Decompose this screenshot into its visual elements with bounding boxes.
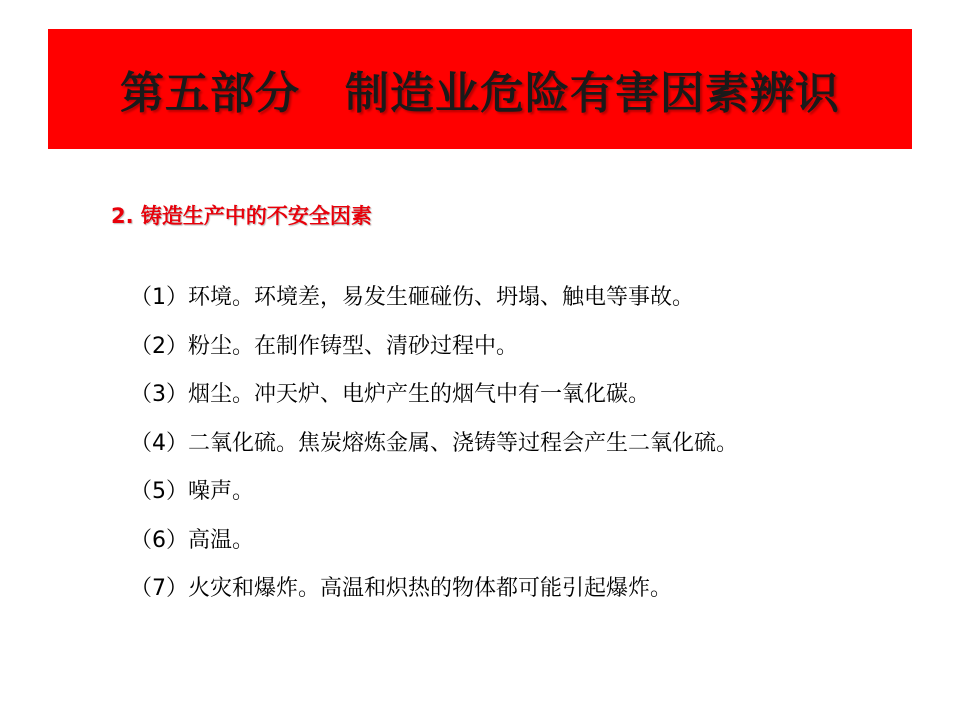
- list-item: （6）高温。: [130, 527, 254, 553]
- slide-title: 第五部分 制造业危险有害因素辨识: [120, 68, 840, 119]
- list-item: （4）二氧化硫。焦炭熔炼金属、浇铸等过程会产生二氧化硫。: [130, 430, 738, 456]
- list-item: （5）噪声。: [130, 479, 254, 504]
- list-item: （3）烟尘。冲天炉、电炉产生的烟气中有一氧化碳。: [130, 382, 650, 407]
- list-item: （1）环境。环境差，易发生砸碰伤、坍塌、触电等事故。: [130, 285, 694, 310]
- hazard-list: [130, 278, 738, 618]
- title-banner: [48, 29, 912, 149]
- list-item: （2）粉尘。在制作铸型、清砂过程中。: [130, 333, 518, 359]
- section-subtitle: 2. 铸造生产中的不安全因素: [111, 204, 372, 228]
- list-item: （7）火灾和爆炸。高温和炽热的物体都可能引起爆炸。: [130, 576, 672, 601]
